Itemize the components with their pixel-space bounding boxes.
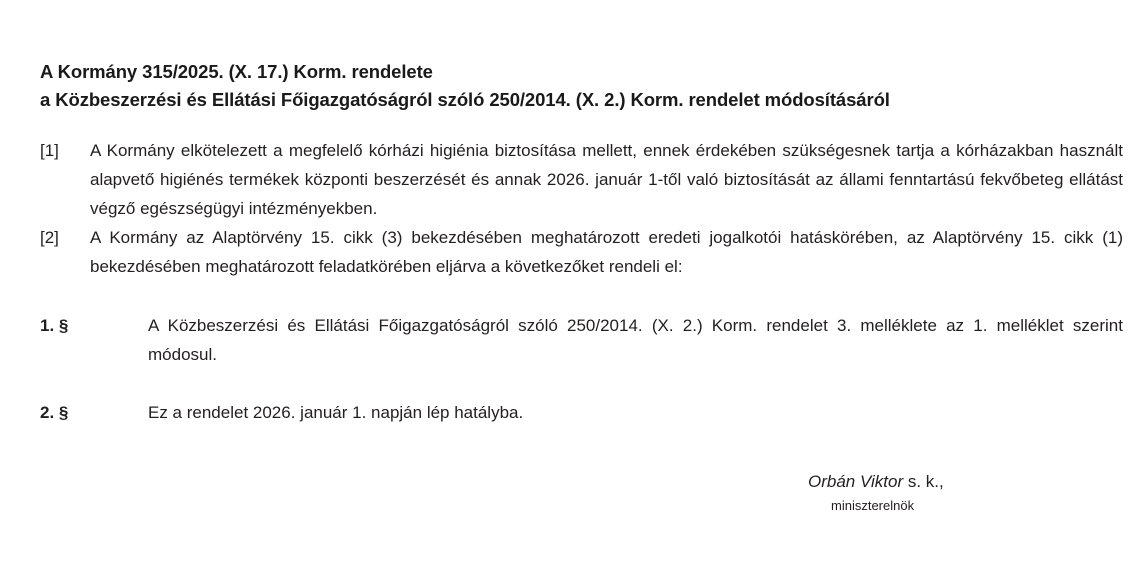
- preamble: [40, 136, 1123, 281]
- preamble-paragraph-1: [40, 136, 1123, 223]
- paragraph-text: A Kormány elkötelezett a megfelelő kórházi higiénia biztosítása mellett, ennek érdekében szükségesnek tartja a kórházakban használt alapvető higiénés termékek központi beszerzését és annak 2026. január 1-től való biztosítását az állami fenntartású fekvőbeteg ellátást végző egészségügyi intézményekben.: [90, 141, 1123, 218]
- preamble-paragraph-2: [40, 223, 1123, 281]
- paragraph-text: A Kormány az Alaptörvény 15. cikk (3) bekezdésében meghatározott eredeti jogalkotói hatáskörében, az Alaptörvény 15. cikk (1) bekezdésében meghatározott feladatkörében eljárva a következőket rendeli el:: [90, 228, 1123, 276]
- title-line-2: a Közbeszerzési és Ellátási Főigazgatóságról szóló 250/2014. (X. 2.) Korm. rendelet módosításáról: [40, 89, 890, 110]
- section-number: 2. §: [40, 403, 69, 422]
- signatory-suffix: s. k.,: [903, 472, 944, 491]
- signature-block: [808, 470, 1008, 515]
- section-2: [40, 398, 1123, 427]
- document-title: [40, 58, 1123, 114]
- section-number: 1. §: [40, 316, 69, 335]
- paragraph-number: [2]: [40, 228, 59, 247]
- section-1: [40, 311, 1123, 369]
- section-text: Ez a rendelet 2026. január 1. napján lép hatályba.: [148, 403, 524, 422]
- signatory-role: miniszterelnök: [831, 498, 915, 513]
- section-text: A Közbeszerzési és Ellátási Főigazgatóságról szóló 250/2014. (X. 2.) Korm. rendelet 3. melléklete az 1. melléklet szerint módosul.: [148, 316, 1123, 364]
- paragraph-number: [1]: [40, 141, 59, 160]
- document: [40, 58, 1123, 427]
- signatory: [808, 470, 1008, 494]
- title-line-1: A Kormány 315/2025. (X. 17.) Korm. rendelete: [40, 61, 433, 82]
- signatory-name: Orbán Viktor: [808, 472, 904, 491]
